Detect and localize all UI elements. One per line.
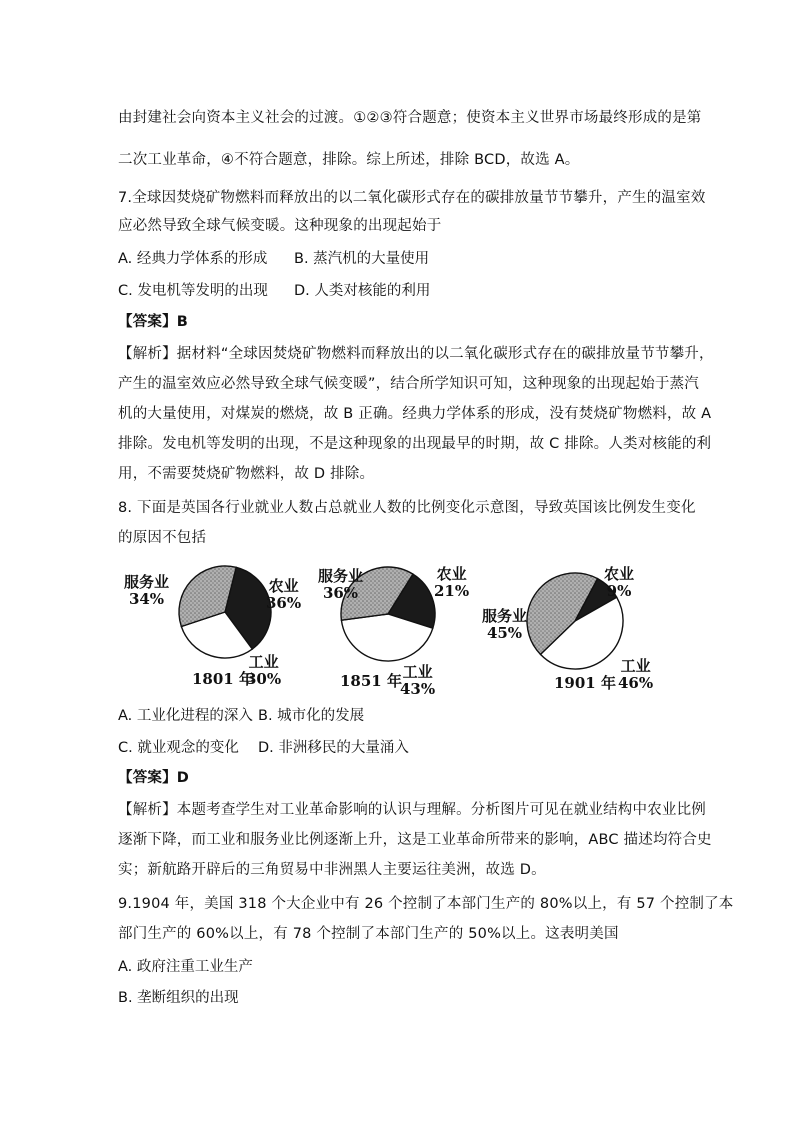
pie-1851-industry-label: 工业 43% xyxy=(400,663,436,698)
question-7-stem: 7.全球因焚烧矿物燃料而释放出的以二氧化碳形式存在的碳排放量节节攀升，产生的温室效 xyxy=(118,190,706,206)
question-7-option-a: A. 经典力学体系的形成 xyxy=(118,251,268,267)
pie-1801-agriculture-label: 农业 36% xyxy=(266,577,302,612)
question-8-explanation: 【解析】本题考查学生对工业革命影响的认识与理解。分析图片可见在就业结构中农业比例 xyxy=(118,802,706,818)
pie-1801-industry-label: 工业 30% xyxy=(246,653,282,688)
question-7-explanation: 用，不需要焚烧矿物燃料，故 D 排除。 xyxy=(118,466,375,482)
question-7-option-b: B. 蒸汽机的大量使用 xyxy=(294,251,430,267)
question-9-option-b: B. 垄断组织的出现 xyxy=(118,990,239,1006)
question-8-option-c: C. 就业观念的变化 xyxy=(118,740,239,756)
question-8-option-d: D. 非洲移民的大量涌入 xyxy=(258,740,409,756)
question-7-explanation: 【解析】据材料“全球因焚烧矿物燃料而释放出的以二氧化碳形式存在的碳排放量节节攀升， xyxy=(118,346,714,362)
pie-1801-service-label: 服务业 34% xyxy=(124,573,170,608)
question-8-option-b: B. 城市化的发展 xyxy=(258,708,365,724)
question-7-option-c: C. 发电机等发明的出现 xyxy=(118,283,268,299)
question-8-stem: 的原因不包括 xyxy=(118,530,207,546)
question-8-explanation: 实；新航路开辟后的三角贸易中非洲黑人主要运往美洲，故选 D。 xyxy=(118,862,546,878)
text-line: 由封建社会向资本主义社会的过渡。①②③符合题意；使资本主义世界市场最终形成的是第 xyxy=(118,110,702,126)
question-7-option-d: D. 人类对核能的利用 xyxy=(294,283,431,299)
question-9-option-a: A. 政府注重工业生产 xyxy=(118,959,253,975)
pie-1851-service-label: 服务业 36% xyxy=(318,567,364,602)
pie-1901-service-label: 服务业 45% xyxy=(482,607,528,642)
question-7-explanation: 产生的温室效应必然导致全球气候变暖”，结合所学知识可知，这种现象的出现起始于蒸汽 xyxy=(118,376,700,392)
question-8-stem: 8. 下面是英国各行业就业人数占总就业人数的比例变化示意图，导致英国该比例发生变化 xyxy=(118,500,696,516)
pie-1851-agriculture-label: 农业 21% xyxy=(434,565,470,600)
question-7-explanation: 排除。发电机等发明的出现，不是这种现象的出现最早的时期，故 C 排除。人类对核能的利 xyxy=(118,436,712,452)
pie-1901-year: 1901 年 xyxy=(554,674,616,692)
question-8-explanation: 逐渐下降，而工业和服务业比例逐渐上升，这是工业革命所带来的影响，ABC 描述均符合史 xyxy=(118,832,712,848)
question-8-option-a: A. 工业化进程的深入 xyxy=(118,708,253,724)
employment-pie-charts xyxy=(118,560,678,700)
text-line: 二次工业革命，④不符合题意，排除。综上所述，排除 BCD，故选 A。 xyxy=(118,152,580,168)
pie-1901-industry-label: 工业 46% xyxy=(618,657,654,692)
pie-1901-agriculture-label: 农业 9% xyxy=(604,565,635,600)
question-8-answer: 【答案】D xyxy=(118,770,190,786)
question-9-stem: 部门生产的 60%以上，有 78 个控制了本部门生产的 50%以上。这表明美国 xyxy=(118,926,619,942)
pie-1801 xyxy=(179,566,271,658)
pie-1801-year: 1801 年 xyxy=(192,670,254,688)
question-7-explanation: 机的大量使用，对煤炭的燃烧，故 B 正确。经典力学体系的形成，没有焚烧矿物燃料，故 A xyxy=(118,406,712,422)
pie-1851-year: 1851 年 xyxy=(340,672,402,690)
question-7-stem: 应必然导致全球气候变暖。这种现象的出现起始于 xyxy=(118,218,442,234)
question-7-answer: 【答案】B xyxy=(118,314,189,330)
question-9-stem: 9.1904 年，美国 318 个大企业中有 26 个控制了本部门生产的 80%以上，有 57 个控制了本 xyxy=(118,896,734,912)
